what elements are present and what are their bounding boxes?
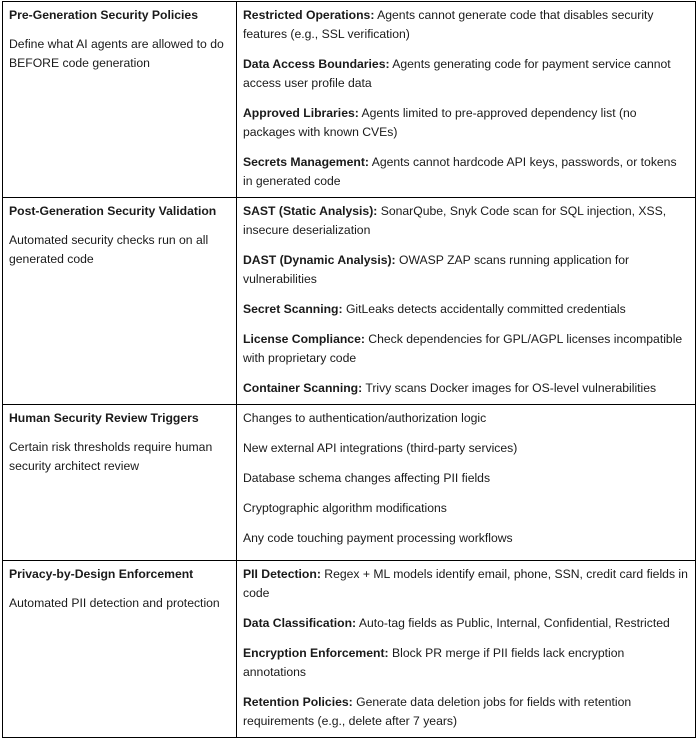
row-items-cell xyxy=(237,198,696,405)
list-item xyxy=(243,55,689,93)
row-description: Certain risk thresholds require human security architect review xyxy=(9,440,213,473)
row-header-cell xyxy=(3,2,237,198)
item-text: Trivy scans Docker images for OS-level vulnerabilities xyxy=(362,381,657,395)
item-label: Secrets Management: xyxy=(243,155,369,169)
item-text: Agents generating code for payment service cannot access user profile data xyxy=(243,57,671,90)
item-label: DAST (Dynamic Analysis): xyxy=(243,253,396,267)
item-label: Encryption Enforcement: xyxy=(243,646,389,660)
list-item xyxy=(243,202,689,240)
item-text: GitLeaks detects accidentally committed credentials xyxy=(342,302,626,316)
item-label: SAST (Static Analysis): xyxy=(243,204,378,218)
table-row xyxy=(3,198,696,405)
list-item xyxy=(243,104,689,142)
list-item xyxy=(243,300,689,319)
row-items-cell xyxy=(237,2,696,198)
row-title: Privacy-by-Design Enforcement xyxy=(9,567,194,581)
item-text: Check dependencies for GPL/AGPL licenses incompatible with proprietary code xyxy=(243,332,683,365)
item-text: Regex + ML models identify email, phone, SSN, credit card fields in code xyxy=(243,567,688,600)
row-title: Human Security Review Triggers xyxy=(9,411,199,425)
row-items-cell xyxy=(237,405,696,561)
item-label: PII Detection: xyxy=(243,567,321,581)
item-label: Approved Libraries: xyxy=(243,106,359,120)
row-header-cell xyxy=(3,198,237,405)
list-item xyxy=(243,379,689,398)
item-text: Agents limited to pre-approved dependency list (no packages with known CVEs) xyxy=(243,106,637,139)
item-text: Any code touching payment processing workflows xyxy=(243,531,513,545)
list-item xyxy=(243,153,689,191)
item-label: Retention Policies: xyxy=(243,695,353,709)
row-items-cell xyxy=(237,561,696,738)
item-text: OWASP ZAP scans running application for vulnerabilities xyxy=(243,253,630,286)
row-header-cell xyxy=(3,561,237,738)
item-label: Data Classification: xyxy=(243,616,357,630)
list-item xyxy=(243,6,689,44)
table-row xyxy=(3,2,696,198)
table-row xyxy=(3,561,696,738)
item-text: Changes to authentication/authorization logic xyxy=(243,411,487,425)
list-item xyxy=(243,565,689,603)
item-label: License Compliance: xyxy=(243,332,365,346)
row-title: Pre-Generation Security Policies xyxy=(9,8,198,22)
row-header-cell xyxy=(3,405,237,561)
item-text: Cryptographic algorithm modifications xyxy=(243,501,447,515)
list-item xyxy=(243,409,689,428)
list-item xyxy=(243,330,689,368)
item-label: Secret Scanning: xyxy=(243,302,343,316)
list-item xyxy=(243,644,689,682)
list-item xyxy=(243,614,689,633)
security-policy-table xyxy=(2,1,696,738)
item-label: Data Access Boundaries: xyxy=(243,57,390,71)
item-text: SonarQube, Snyk Code scan for SQL injection, XSS, insecure deserialization xyxy=(243,204,667,237)
row-description: Automated PII detection and protection xyxy=(9,596,220,610)
list-item xyxy=(243,529,689,548)
item-text: Generate data deletion jobs for fields with retention requirements (e.g., delete after 7 years) xyxy=(243,695,632,728)
list-item xyxy=(243,251,689,289)
item-text: Database schema changes affecting PII fields xyxy=(243,471,491,485)
item-text: New external API integrations (third-party services) xyxy=(243,441,518,455)
list-item xyxy=(243,499,689,518)
item-text: Block PR merge if PII fields lack encryption annotations xyxy=(243,646,625,679)
item-label: Restricted Operations: xyxy=(243,8,375,22)
item-text: Auto-tag fields as Public, Internal, Confidential, Restricted xyxy=(356,616,670,630)
list-item xyxy=(243,693,689,731)
item-label: Container Scanning: xyxy=(243,381,363,395)
row-description: Automated security checks run on all generated code xyxy=(9,233,209,266)
row-description: Define what AI agents are allowed to do BEFORE code generation xyxy=(9,37,224,70)
item-text: Agents cannot hardcode API keys, passwords, or tokens in generated code xyxy=(243,155,677,188)
table-row xyxy=(3,405,696,561)
list-item xyxy=(243,439,689,458)
item-text: Agents cannot generate code that disables security features (e.g., SSL verification) xyxy=(243,8,654,41)
row-title: Post-Generation Security Validation xyxy=(9,204,217,218)
list-item xyxy=(243,469,689,488)
